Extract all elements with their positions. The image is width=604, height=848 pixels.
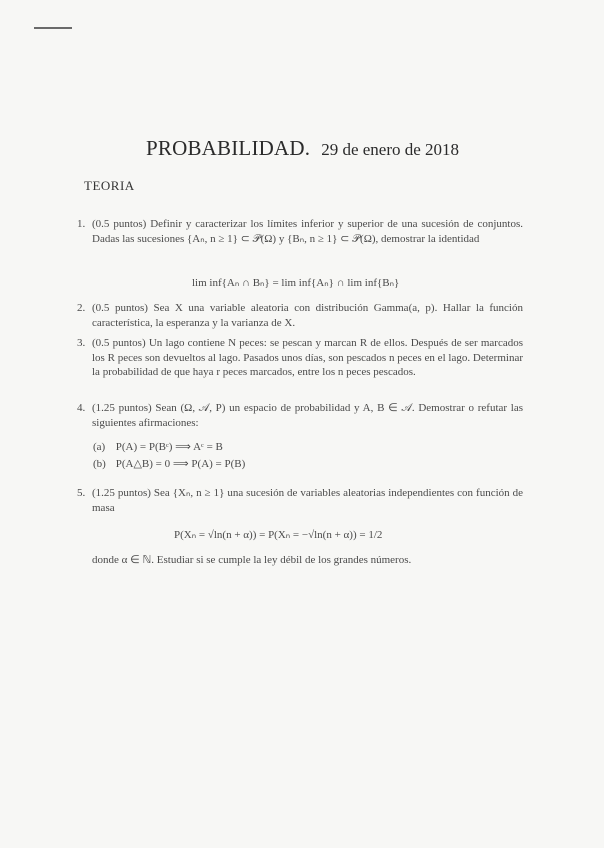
- problem-number: 4.: [77, 402, 86, 414]
- list-item: [93, 457, 245, 470]
- problem-5: [73, 486, 523, 515]
- problem-5-continuation: [73, 553, 523, 568]
- problem-number: 3.: [77, 337, 86, 349]
- equation-1: lim inf{Aₙ ∩ Bₙ} = lim inf{Aₙ} ∩ lim inf{Bₙ}: [192, 277, 400, 289]
- item-label: (a): [93, 441, 106, 453]
- exam-date: 29 de enero de 2018: [321, 140, 460, 159]
- equation-5: P(Xₙ = √ln(n + α)) = P(Xₙ = −√ln(n + α)) = 1/2: [174, 529, 383, 541]
- problem-4: [73, 401, 523, 430]
- page-title: [146, 136, 459, 161]
- problem-number: 2.: [77, 302, 86, 314]
- problem-number: 5.: [77, 487, 86, 499]
- problem-text: (0.5 puntos) Un lago contiene N peces: se pescan y marcan R de ellos. Después de ser marcados los R peces son devueltos al lago. Pasados unos días, son pescados n peces en el lago. Determinar la probabilidad de que haya r peces marcados, entre los n peces pescados.: [92, 337, 523, 378]
- scan-mark: [34, 27, 72, 29]
- list-item: [93, 440, 223, 453]
- problem-2: [73, 301, 523, 330]
- problem-text: donde α ∈ ℕ. Estudiar si se cumple la ley débil de los grandes números.: [92, 554, 412, 566]
- problem-text: (1.25 puntos) Sean (Ω, 𝒜, P) un espacio de probabilidad y A, B ∈ 𝒜. Demostrar o refutar las siguientes afirmaciones:: [92, 402, 523, 429]
- problem-text: (0.5 puntos) Definir y caracterizar los límites inferior y superior de una sucesión de conjuntos. Dadas las sucesiones {Aₙ, n ≥ 1} ⊂ 𝒫(Ω) y {Bₙ, n ≥ 1} ⊂ 𝒫(Ω), demostrar la identidad: [92, 218, 523, 245]
- problem-number: 1.: [77, 218, 86, 230]
- problem-3: [73, 336, 523, 380]
- problem-1: [73, 217, 523, 246]
- item-text: P(A) = P(Bᶜ) ⟹ Aᶜ = B: [115, 441, 223, 453]
- item-label: (b): [93, 458, 106, 470]
- section-heading: TEORIA: [84, 178, 135, 193]
- item-text: P(A△B) = 0 ⟹ P(A) = P(B): [115, 458, 246, 470]
- problem-text: (0.5 puntos) Sea X una variable aleatoria con distribución Gamma(a, p). Hallar la función característica, la esperanza y la varianza de X.: [92, 302, 523, 329]
- problem-text: (1.25 puntos) Sea {Xₙ, n ≥ 1} una sucesión de variables aleatorias independientes con función de masa: [92, 487, 523, 514]
- exam-title: PROBABILIDAD.: [146, 136, 311, 160]
